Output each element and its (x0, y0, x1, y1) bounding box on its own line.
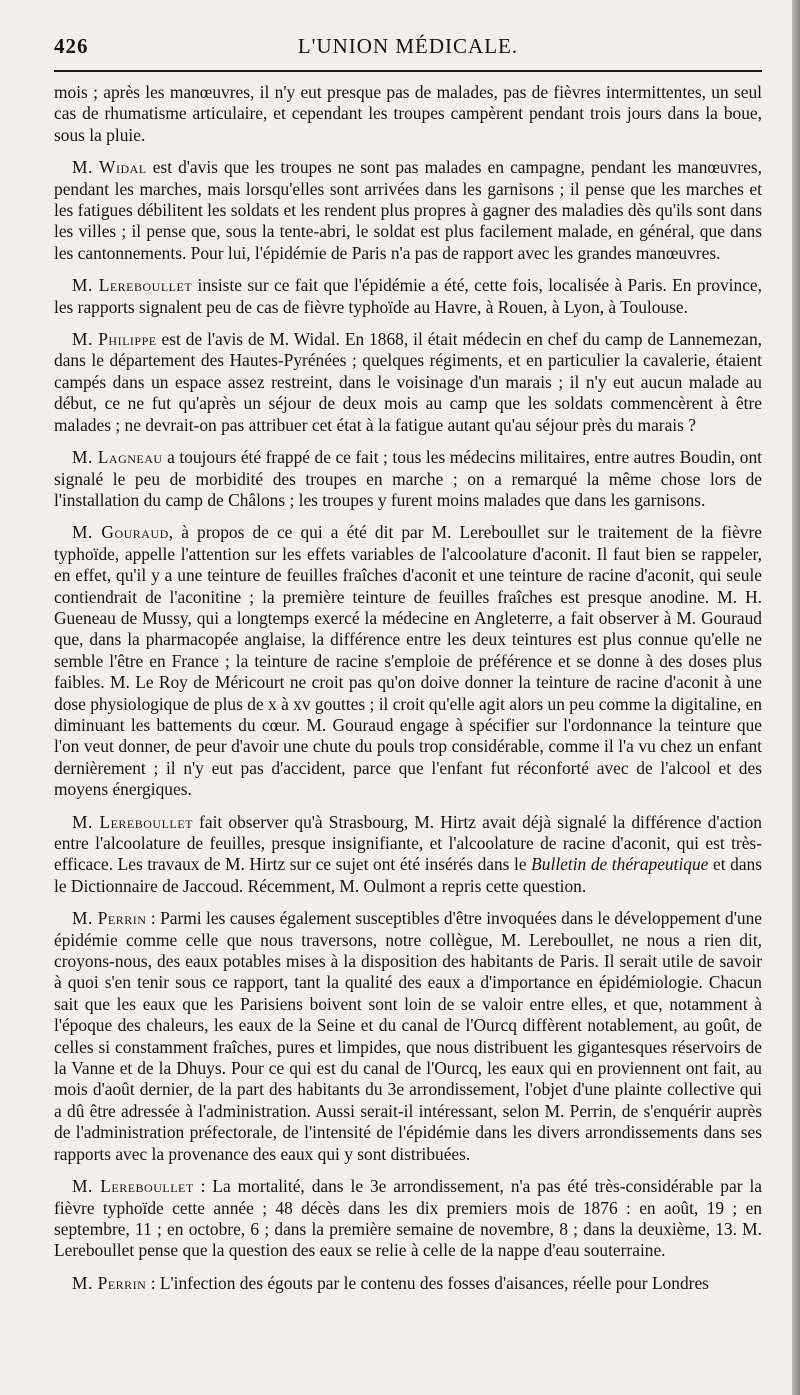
paragraph-text: : L'infection des égouts par le contenu des fosses d'aisances, réelle pour Londres (146, 1272, 709, 1293)
paragraph-text: : Parmi les causes également susceptibles d'être invoquées dans le développement d'une épidémie comme celle que nous traversons, notre collègue, M. Lereboullet, ne nous a rien dit, croyons-nous, des eaux potables mises à la disposition des habitants de Paris. Il serait utile de savoir à quoi s'en tenir sous ce rapport, tant la qualité des eaux a d'importance en épidémiologie. Chacun sait que les eaux que les Parisiens boivent sont loin de se valoir entre elles, et que, notamment à l'époque des chaleurs, les eaux de la Seine et du canal de l'Ourcq diffèrent notablement, au goût, de celles si constamment fraîches, pures et limpides, que nous distribuent les gigantesques réservoirs de la Vanne et de la Dhuys. Pour ce qui est du canal de l'Ourcq, les eaux qui en proviennent ont fait, au mois d'août dernier, de la part des habitants du 3e arrondissement, l'objet d'une plainte collective qui a dû être adressée à l'administration. Aussi serait-il intéressant, selon M. Perrin, de s'enquérir auprès de l'administration préfectorale, de l'intensité de l'épidémie dans les divers arrondissements dans ses rapports avec la provenance des eaux qui y sont distribuées. (54, 908, 762, 1164)
journal-title: Bulletin de thérapeutique (531, 854, 709, 875)
paragraph (54, 82, 762, 146)
speaker-name: M. Lereboullet (72, 1176, 194, 1197)
paragraph-text: , à propos de ce qui a été dit par M. Lereboullet sur le traitement de la fièvre typhoïde, appelle l'attention sur les effets variables de l'alcoolature d'aconit. Il faut bien se rappeler, en effet, qu'il y a une teinture de feuilles fraîches d'aconit et une teinture de racine d'aconit, qui seule contiendrait de l'aconitine ; la première teinture de feuilles fraîches est presque anodine. M. H. Gueneau de Mussy, qui a longtemps exercé la médecine en Angleterre, a fait observer à M. Gouraud que, dans la pharmacopée anglaise, la différence entre les deux teintures est plus connue qu'elle ne semble l'être en France ; la teinture de racine s'emploie de préférence et se donne à des doses plus faibles. M. Le Roy de Méricourt ne croit pas qu'on doive donner la teinture de racine d'aconit à une dose physiologique de plus de x à xv gouttes ; il croit qu'elle agit alors un peu comme la digitaline, en diminuant les battements du cœur. M. Gouraud engage à spécifier sur l'ordonnance la teinture que l'on veut donner, de peur d'avoir une chute du pouls trop considérable, comme il l'a vu chez un enfant dernièrement ; il n'y eut pas d'accident, parce que l'enfant fut réconforté avec de l'alcool et des moyens énergiques. (54, 522, 762, 800)
paragraph-text: est d'avis que les troupes ne sont pas malades en campagne, pendant les manœuvres, pendant les marches, mais lorsqu'elles sont arrivées dans les garnisons ; il pense que les marches et les fatigues débilitent les soldats et les rendent plus propres à gagner des maladies dès qu'ils sont dans les villes ; il pense que, sous la tente-abri, le soldat est plus facilement malade, en général, que dans les cantonnements. Pour lui, l'épidémie de Paris n'a pas de rapport avec les grandes manœuvres. (54, 157, 762, 263)
speaker-name: M. Philippe (72, 329, 157, 350)
paragraph-text: a toujours été frappé de ce fait ; tous les médecins militaires, entre autres Boudin, ont signalé le peu de morbidité des troupes en marche ; on a remarqué la même chose lors de l'installation du camp de Châlons ; les troupes y furent moins malades que dans les garnisons. (54, 447, 762, 510)
speaker-name: M. Perrin (72, 1272, 147, 1293)
paragraph (54, 1176, 762, 1262)
paragraph-text-continued: et dans le Dictionnaire de Jaccoud. Récemment, M. Oulmont a repris cette question. (54, 854, 762, 896)
speaker-name: M. Lereboullet (72, 275, 193, 296)
speaker-name: M. Lagneau (72, 447, 163, 468)
body-text (54, 82, 762, 1294)
speaker-name: M. Lereboullet (72, 811, 193, 832)
header-rule (54, 70, 762, 72)
paragraph (54, 812, 762, 898)
paragraph-text: insiste sur ce fait que l'épidémie a été, cette fois, localisée à Paris. En province, les rapports signalent peu de cas de fièvre typhoïde au Havre, à Rouen, à Lyon, à Toulouse. (54, 275, 762, 317)
paragraph-text: fait observer qu'à Strasbourg, M. Hirtz avait déjà signalé la différence d'action entre l'alcoolature de feuilles, presque insignifiante, et l'alcoolature de racine d'aconit, qui est très-efficace. Les travaux de M. Hirtz sur ce sujet ont été insérés dans le (54, 811, 762, 875)
page-gutter-shadow (792, 0, 800, 1395)
speaker-name: M. Gouraud (72, 522, 169, 543)
paragraph (54, 329, 762, 436)
speaker-name: M. Widal (72, 157, 147, 178)
paragraph (54, 1273, 762, 1294)
page-header (54, 24, 762, 64)
page-number: 426 (54, 34, 89, 58)
running-title: L'UNION MÉDICALE. (297, 34, 519, 58)
paragraph (54, 908, 762, 1165)
paragraph (54, 447, 762, 511)
paragraph (54, 275, 762, 318)
paragraph-text: : La mortalité, dans le 3e arrondissement, n'a pas été très-considérable par la fièvre typhoïde cette année ; 48 décès dans les dix premiers mois de 1876 : en août, 19 ; en septembre, 11 ; en octobre, 6 ; dans la première semaine de novembre, 8 ; dans la deuxième, 13. M. Lereboullet pense que la question des eaux se relie à celle de la nappe d'eau souterraine. (54, 1176, 762, 1261)
paragraph (54, 157, 762, 264)
paragraph (54, 522, 762, 800)
paragraph-text: est de l'avis de M. Widal. En 1868, il était médecin en chef du camp de Lannemezan, dans le département des Hautes-Pyrénées ; quelques régiments, et en particulier la cavalerie, étaient campés dans un espace assez restreint, dans le voisinage d'un marais ; il n'y eut aucun malade au début, ce ne fut qu'après un séjour de deux mois au camp que les soldats commencèrent à être malades ; ne devrait-on pas attribuer cet état à la fatigue autant qu'au séjour près du marais ? (54, 329, 762, 435)
speaker-name: M. Perrin (72, 908, 147, 929)
paragraph-text: mois ; après les manœuvres, il n'y eut presque pas de malades, pas de fièvres intermittentes, un seul cas de rhumatisme articulaire, et cependant les troupes campèrent pendant trois jours dans la boue, sous la pluie. (54, 82, 762, 145)
